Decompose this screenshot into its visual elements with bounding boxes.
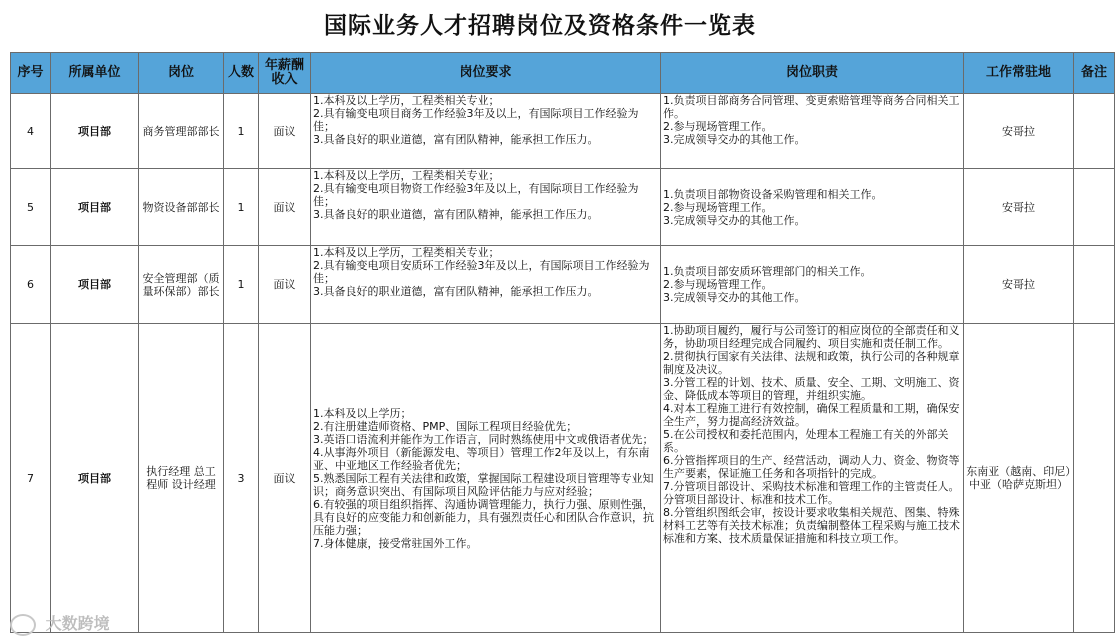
row-number: 6 — [11, 246, 51, 324]
requirement-line: 2.具有输变电项目安质环工作经验3年及以上，有国际项目工作经验为佳； — [313, 259, 650, 285]
location-cell: 安哥拉 — [964, 169, 1074, 246]
watermark-logo-icon — [10, 614, 36, 636]
duty-line: 2.参与现场管理工作。 — [663, 200, 773, 214]
duty-line: 4.对本工程施工进行有效控制，确保工程质量和工期，确保安全生产，努力提高经济效益。 — [663, 402, 960, 428]
requirement-line: 2.具有输变电项目商务工作经验3年及以上，有国际项目工作经验为佳； — [313, 107, 639, 133]
unit-cell: 项目部 — [51, 246, 139, 324]
count-cell: 1 — [224, 94, 259, 169]
position-cell: 安全管理部（质量环保部）部长 — [139, 246, 224, 324]
salary-cell: 面议 — [259, 246, 311, 324]
salary-cell: 面议 — [259, 94, 311, 169]
salary-cell: 面议 — [259, 169, 311, 246]
header-cell: 所属单位 — [51, 53, 139, 94]
remark-cell — [1074, 246, 1115, 324]
header-row — [11, 53, 1115, 94]
requirement-line: 1.本科及以上学历，工程类相关专业； — [313, 246, 500, 259]
duty-line: 8.分管组织图纸会审，按设计要求收集相关规范、图集、特殊材料工艺等有关技术标准；负责编制整体工程采购与施工技术标准和方案、技术质量保证措施和科技立项工作。 — [663, 506, 960, 545]
duty-line: 5.在公司授权和委托范围内，处理本工程施工有关的外部关系。 — [663, 428, 949, 454]
recruitment-table — [10, 52, 1115, 633]
location-cell: 东南亚（越南、印尼）中亚（哈萨克斯坦） — [964, 324, 1074, 633]
duty-line: 3.分管工程的计划、技术、质量、安全、工期、文明施工、资金、降低成本等项目的管理，并组织实施。 — [663, 376, 960, 402]
requirements-cell — [311, 324, 661, 633]
requirement-line: 1.本科及以上学历，工程类相关专业； — [313, 169, 500, 182]
duty-line: 6.分管指挥项目的生产、经营活动，调动人力、资金、物资等生产要素，保证施工任务和各项指针的完成。 — [663, 454, 960, 480]
duties-cell — [661, 324, 964, 633]
duty-line: 3.完成领导交办的其他工作。 — [663, 213, 806, 227]
header-cell: 备注 — [1074, 53, 1115, 94]
remark-cell — [1074, 324, 1115, 633]
requirement-line: 3.具备良好的职业道德，富有团队精神，能承担工作压力。 — [313, 208, 599, 221]
row-number: 5 — [11, 169, 51, 246]
row-number: 7 — [11, 324, 51, 633]
duty-line: 3.完成领导交办的其他工作。 — [663, 291, 806, 304]
salary-cell: 面议 — [259, 324, 311, 633]
watermark — [10, 612, 110, 636]
header-cell: 序号 — [11, 53, 51, 94]
requirements-cell — [311, 94, 661, 169]
table-row — [11, 94, 1115, 169]
duty-line: 1.负责项目部物资设备采购管理和相关工作。 — [663, 187, 883, 201]
header-cell: 人数 — [224, 53, 259, 94]
header-cell: 岗位要求 — [311, 53, 661, 94]
header-cell: 岗位 — [139, 53, 224, 94]
requirement-line: 3.英语口语流利并能作为工作语言，同时熟练使用中文或俄语者优先； — [313, 432, 654, 446]
duties-cell — [661, 246, 964, 324]
remark-cell — [1074, 169, 1115, 246]
requirement-line: 1.本科及以上学历； — [313, 406, 412, 420]
watermark-text: 大数跨境 — [45, 614, 110, 633]
unit-cell: 项目部 — [51, 324, 139, 633]
requirement-line: 7.身体健康，接受常驻国外工作。 — [313, 536, 478, 550]
duties-cell — [661, 169, 964, 246]
requirements-cell — [311, 246, 661, 324]
duty-line: 3.完成领导交办的其他工作。 — [663, 133, 806, 146]
requirements-cell — [311, 169, 661, 246]
duty-line: 1.协助项目履约，履行与公司签订的相应岗位的全部责任和义务，协助项目经理完成合同履约、项目实施和责任制工作。 — [663, 324, 960, 350]
header-cell: 年薪酬收入 — [259, 53, 311, 94]
location-cell: 安哥拉 — [964, 94, 1074, 169]
position-cell: 执行经理 总工程师 设计经理 — [139, 324, 224, 633]
duties-cell — [661, 94, 964, 169]
unit-cell: 项目部 — [51, 94, 139, 169]
count-cell: 1 — [224, 246, 259, 324]
table-row — [11, 169, 1115, 246]
header-cell: 岗位职责 — [661, 53, 964, 94]
requirement-line: 2.具有输变电项目物资工作经验3年及以上，有国际项目工作经验为佳； — [313, 182, 639, 208]
duty-line: 7.分管项目部设计、采购技术标准和管理工作的主管责任人。分管项目部设计、标准和技术工作。 — [663, 480, 960, 506]
header-cell: 工作常驻地 — [964, 53, 1074, 94]
table-row — [11, 324, 1115, 633]
row-number: 4 — [11, 94, 51, 169]
requirement-line: 5.熟悉国际工程有关法律和政策，掌握国际工程建设项目管理等专业知识；商务意识突出、有国际项目风险评估能力与应对经验； — [313, 471, 654, 498]
count-cell: 3 — [224, 324, 259, 633]
requirement-line: 3.具备良好的职业道德，富有团队精神，能承担工作压力。 — [313, 285, 599, 298]
duty-line: 1.负责项目部安质环管理部门的相关工作。 — [663, 265, 872, 278]
requirement-line: 1.本科及以上学历，工程类相关专业； — [313, 94, 500, 107]
unit-cell: 项目部 — [51, 169, 139, 246]
position-cell: 物资设备部部长 — [139, 169, 224, 246]
requirement-line: 3.具备良好的职业道德，富有团队精神，能承担工作压力。 — [313, 133, 599, 146]
requirement-line: 2.有注册建造师资格、PMP、国际工程项目经验优先； — [313, 419, 578, 433]
location-cell: 安哥拉 — [964, 246, 1074, 324]
requirement-line: 4.从事海外项目（新能源发电、等项目）管理工作2年及以上，有东南亚、中亚地区工作经验者优先； — [313, 445, 650, 472]
duty-line: 2.贯彻执行国家有关法律、法规和政策，执行公司的各种规章制度及决议。 — [663, 350, 960, 376]
duty-line: 2.参与现场管理工作。 — [663, 278, 773, 291]
duty-line: 1.负责项目部商务合同管理、变更索赔管理等商务合同相关工作。 — [663, 94, 960, 120]
page-title: 国际业务人才招聘岗位及资格条件一览表 — [324, 12, 756, 39]
remark-cell — [1074, 94, 1115, 169]
count-cell: 1 — [224, 169, 259, 246]
requirement-line: 6.有较强的项目组织指挥、沟通协调管理能力，执行力强、原则性强，具有良好的应变能力和创新能力，具有强烈责任心和团队合作意识，抗压能力强； — [313, 497, 654, 537]
position-cell: 商务管理部部长 — [139, 94, 224, 169]
duty-line: 2.参与现场管理工作。 — [663, 120, 773, 133]
table-row — [11, 246, 1115, 324]
